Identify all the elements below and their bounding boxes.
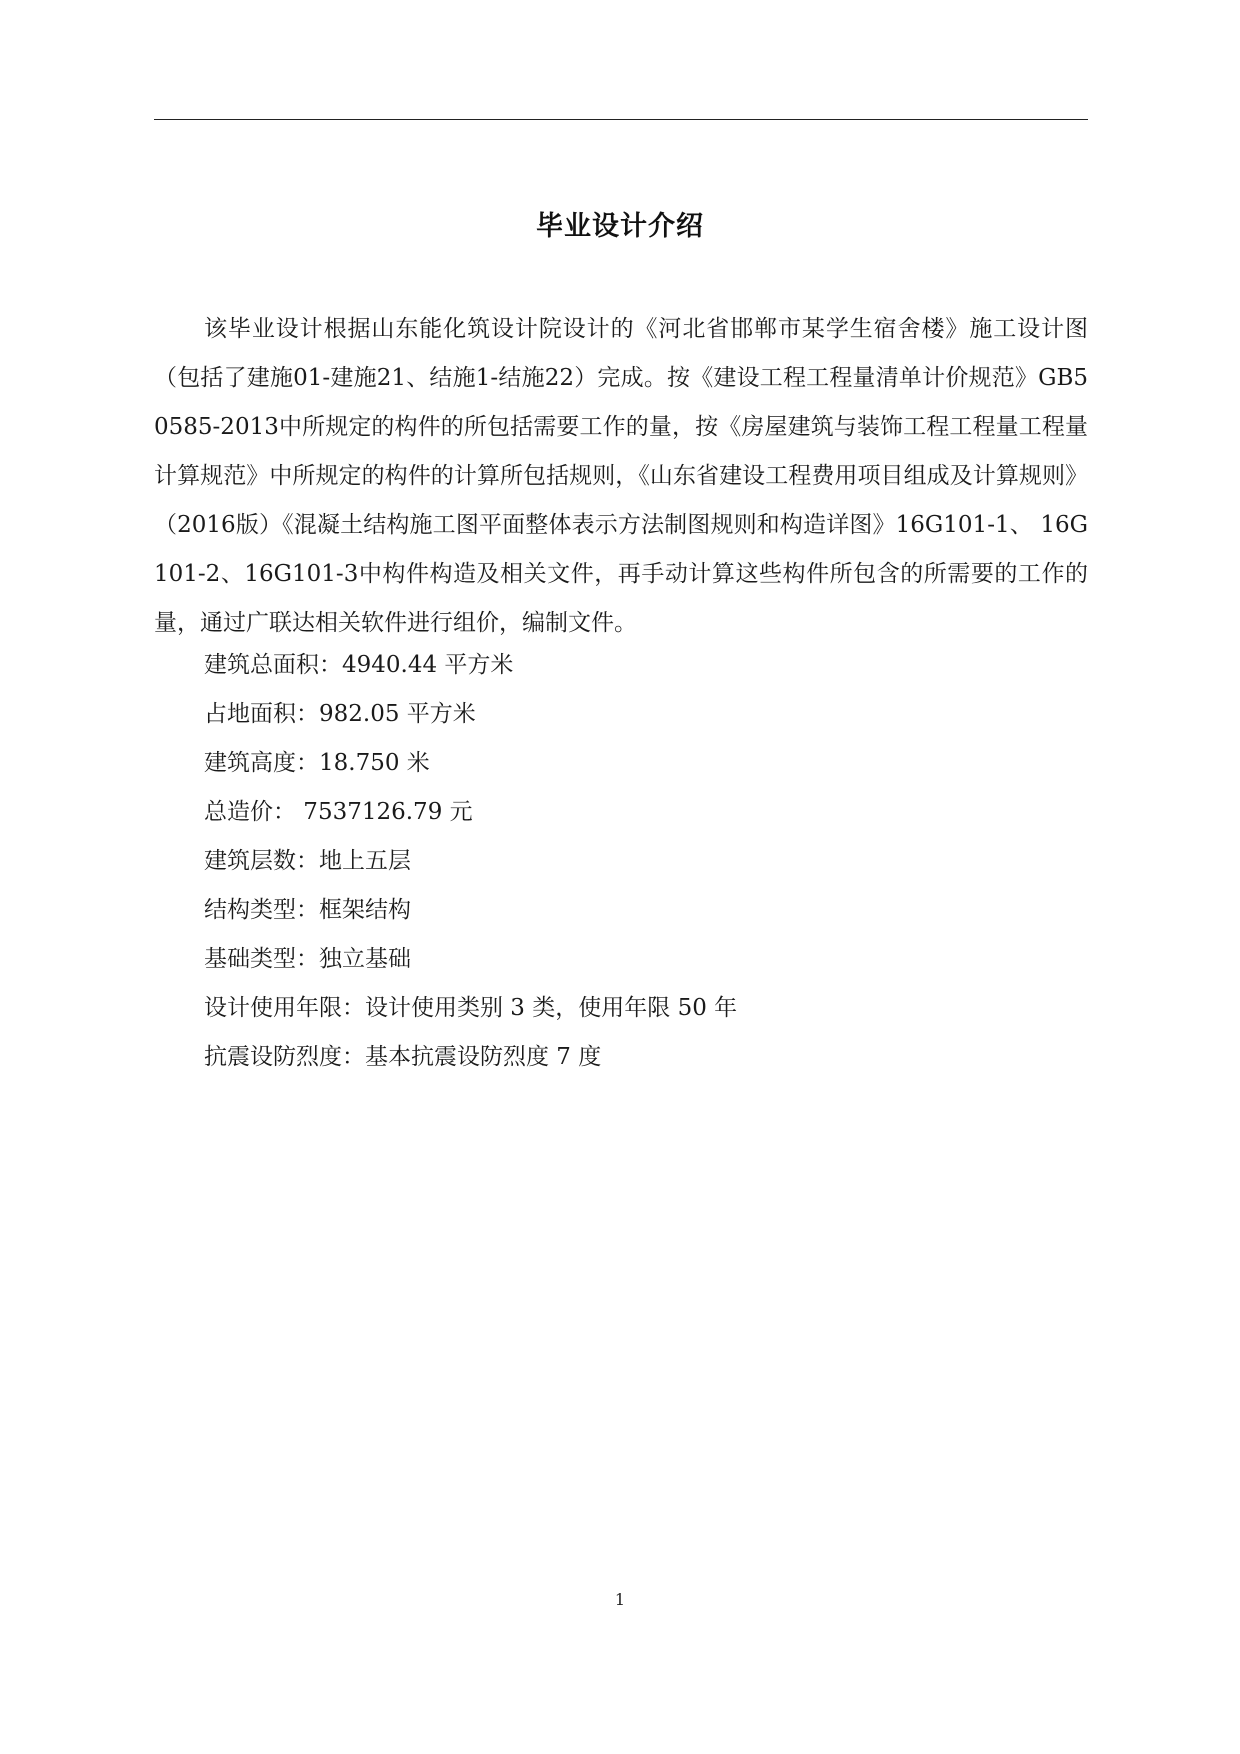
fact-total-cost: 总造价： 7537126.79 元 — [204, 799, 473, 825]
header-rule — [154, 119, 1088, 120]
fact-foundation-type: 基础类型：独立基础 — [204, 946, 411, 972]
fact-design-service-life: 设计使用年限：设计使用类别 3 类，使用年限 50 年 — [204, 995, 738, 1021]
intro-paragraph: 该毕业设计根据山东能化筑设计院设计的《河北省邯郸市某学生宿舍楼》施工设计图（包括了建施01-建施21、结施1-结施22）完成。按《建设工程工程量清单计价规范》GB50585-2013中所规定的构件的所包括需要工作的量，按《房屋建筑与装饰工程工程量工程量计算规范》中所规定的构件的计算所包括规则，《山东省建设工程费用项目组成及计算规则》（2016版）《混凝土结构施工图平面整体表示方法制图规则和构造详图》16G101-1、 16G101-2、16G101-3中构件构造及相关文件，再手动计算这些构件所包含的所需要的工作的量，通过广联达相关软件进行组价，编制文件。 — [154, 316, 1088, 636]
fact-total-floor-area: 建筑总面积：4940.44 平方米 — [204, 652, 514, 678]
fact-land-area: 占地面积：982.05 平方米 — [204, 701, 476, 727]
document-title: 毕业设计介绍 — [536, 211, 704, 242]
page-number: 1 — [614, 1590, 626, 1609]
fact-floor-count: 建筑层数：地上五层 — [204, 848, 411, 874]
fact-building-height: 建筑高度：18.750 米 — [204, 750, 430, 776]
fact-seismic-intensity: 抗震设防烈度：基本抗震设防烈度 7 度 — [204, 1044, 602, 1070]
project-facts-list — [204, 641, 737, 1082]
fact-structure-type: 结构类型：框架结构 — [204, 897, 411, 923]
